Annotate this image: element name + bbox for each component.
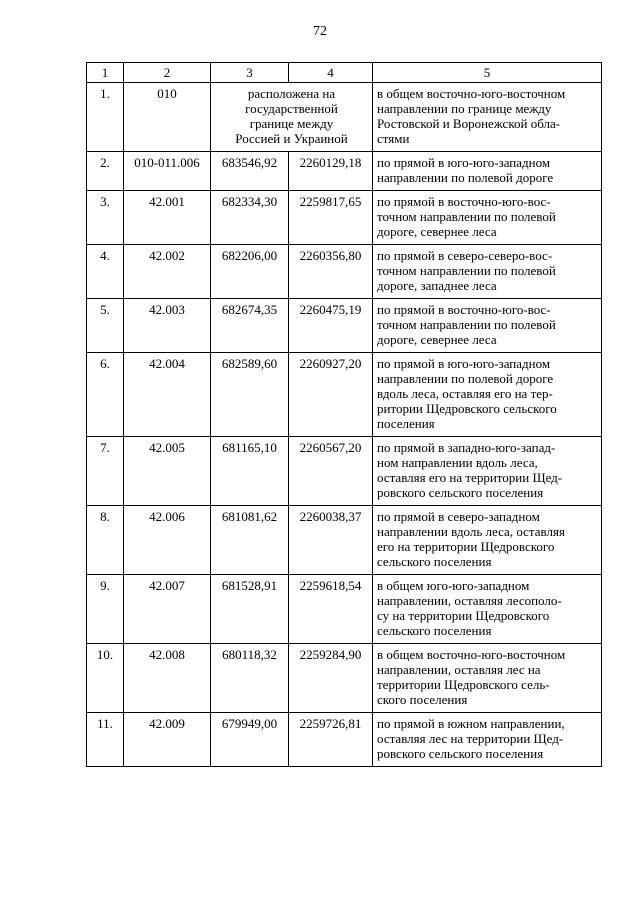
row-number: 2. xyxy=(87,152,124,191)
description-line: его на территории Щедровского xyxy=(377,539,555,554)
header-col-5: 5 xyxy=(373,63,602,83)
description-line: стями xyxy=(377,131,410,146)
boundary-description-table xyxy=(86,62,602,767)
header-col-4: 4 xyxy=(289,63,373,83)
table-row xyxy=(87,299,602,353)
description-cell xyxy=(373,299,602,353)
point-code: 42.002 xyxy=(124,245,211,299)
point-code: 42.003 xyxy=(124,299,211,353)
coordinate-y: 2260038,37 xyxy=(289,506,373,575)
row-number: 7. xyxy=(87,437,124,506)
description-cell xyxy=(373,506,602,575)
coordinate-x: 679949,00 xyxy=(211,713,289,767)
row-number: 1. xyxy=(87,83,124,152)
table-row xyxy=(87,575,602,644)
coordinate-x: 682334,30 xyxy=(211,191,289,245)
description-line: оставляя его на территории Щед- xyxy=(377,470,563,485)
point-code: 010 xyxy=(124,83,211,152)
row-number: 6. xyxy=(87,353,124,437)
table-row xyxy=(87,353,602,437)
point-code: 42.007 xyxy=(124,575,211,644)
coordinate-y: 2260475,19 xyxy=(289,299,373,353)
description-line: направлении по полевой дороге xyxy=(377,170,554,185)
row-number: 3. xyxy=(87,191,124,245)
point-code: 010-011.006 xyxy=(124,152,211,191)
description-line: дороге, западнее леса xyxy=(377,278,497,293)
location-line: Россией и Украиной xyxy=(235,131,348,146)
coordinate-y: 2259284,90 xyxy=(289,644,373,713)
coordinate-y: 2259726,81 xyxy=(289,713,373,767)
description-cell xyxy=(373,713,602,767)
description-line: оставляя лес на территории Щед- xyxy=(377,731,564,746)
description-line: по прямой в северо-северо-вос- xyxy=(377,248,553,263)
table-row xyxy=(87,644,602,713)
row-number: 4. xyxy=(87,245,124,299)
description-cell xyxy=(373,83,602,152)
description-line: направлении по границе между xyxy=(377,101,552,116)
coordinate-x: 682589,60 xyxy=(211,353,289,437)
description-line: ровского сельского поселения xyxy=(377,485,544,500)
row-number: 8. xyxy=(87,506,124,575)
description-cell xyxy=(373,152,602,191)
description-line: по прямой в восточно-юго-вос- xyxy=(377,302,551,317)
coordinate-x: 681528,91 xyxy=(211,575,289,644)
description-line: ритории Щедровского сельского xyxy=(377,401,557,416)
location-line: границе между xyxy=(249,116,334,131)
description-line: по прямой в южном направлении, xyxy=(377,716,565,731)
description-line: поселения xyxy=(377,416,435,431)
description-line: точном направлении по полевой xyxy=(377,209,556,224)
point-code: 42.004 xyxy=(124,353,211,437)
description-line: в общем восточно-юго-восточном xyxy=(377,86,566,101)
point-code: 42.001 xyxy=(124,191,211,245)
coordinate-x: 683546,92 xyxy=(211,152,289,191)
description-line: направлении, оставляя лесополо- xyxy=(377,593,562,608)
description-line: направлении, оставляя лес на xyxy=(377,662,541,677)
row-number: 11. xyxy=(87,713,124,767)
description-line: Ростовской и Воронежской обла- xyxy=(377,116,561,131)
table-row xyxy=(87,191,602,245)
location-cell xyxy=(211,83,373,152)
location-line: расположена на xyxy=(247,86,336,101)
coordinate-x: 682674,35 xyxy=(211,299,289,353)
table-row xyxy=(87,506,602,575)
description-line: ского поселения xyxy=(377,692,468,707)
description-line: по прямой в юго-юго-западном xyxy=(377,155,551,170)
description-line: сельского поселения xyxy=(377,623,492,638)
table-row xyxy=(87,83,602,152)
coordinate-y: 2260927,20 xyxy=(289,353,373,437)
description-line: направлении по полевой дороге xyxy=(377,371,554,386)
description-line: по прямой в юго-юго-западном xyxy=(377,356,551,371)
description-cell xyxy=(373,437,602,506)
coordinate-x: 680118,32 xyxy=(211,644,289,713)
description-cell xyxy=(373,644,602,713)
coordinate-y: 2260356,80 xyxy=(289,245,373,299)
description-cell xyxy=(373,191,602,245)
coordinate-x: 681165,10 xyxy=(211,437,289,506)
description-line: в общем восточно-юго-восточном xyxy=(377,647,566,662)
coordinate-y: 2259618,54 xyxy=(289,575,373,644)
table-row xyxy=(87,437,602,506)
description-line: дороге, севернее леса xyxy=(377,224,497,239)
point-code: 42.006 xyxy=(124,506,211,575)
description-line: вдоль леса, оставляя его на тер- xyxy=(377,386,553,401)
location-line: государственной xyxy=(245,101,338,116)
description-cell xyxy=(373,353,602,437)
description-line: ровского сельского поселения xyxy=(377,746,544,761)
description-line: сельского поселения xyxy=(377,554,492,569)
description-line: территории Щедровского сель- xyxy=(377,677,550,692)
description-cell xyxy=(373,245,602,299)
row-number: 5. xyxy=(87,299,124,353)
coordinate-x: 682206,00 xyxy=(211,245,289,299)
description-line: ном направлении вдоль леса, xyxy=(377,455,538,470)
coordinate-y: 2260129,18 xyxy=(289,152,373,191)
page-number: 72 xyxy=(313,24,327,39)
description-line: по прямой в западно-юго-запад- xyxy=(377,440,556,455)
description-line: направлении вдоль леса, оставляя xyxy=(377,524,565,539)
header-col-1: 1 xyxy=(87,63,124,83)
point-code: 42.009 xyxy=(124,713,211,767)
coordinate-y: 2260567,20 xyxy=(289,437,373,506)
description-cell xyxy=(373,575,602,644)
description-line: точном направлении по полевой xyxy=(377,317,556,332)
coordinate-x: 681081,62 xyxy=(211,506,289,575)
coordinate-y: 2259817,65 xyxy=(289,191,373,245)
row-number: 10. xyxy=(87,644,124,713)
description-line: в общем юго-юго-западном xyxy=(377,578,530,593)
point-code: 42.005 xyxy=(124,437,211,506)
header-col-3: 3 xyxy=(211,63,289,83)
description-line: точном направлении по полевой xyxy=(377,263,556,278)
header-col-2: 2 xyxy=(124,63,211,83)
table-row xyxy=(87,152,602,191)
row-number: 9. xyxy=(87,575,124,644)
description-line: по прямой в северо-западном xyxy=(377,509,540,524)
description-line: су на территории Щедровского xyxy=(377,608,550,623)
table-header-row xyxy=(87,63,602,83)
table-row xyxy=(87,713,602,767)
description-line: дороге, севернее леса xyxy=(377,332,497,347)
point-code: 42.008 xyxy=(124,644,211,713)
description-line: по прямой в восточно-юго-вос- xyxy=(377,194,551,209)
table-row xyxy=(87,245,602,299)
